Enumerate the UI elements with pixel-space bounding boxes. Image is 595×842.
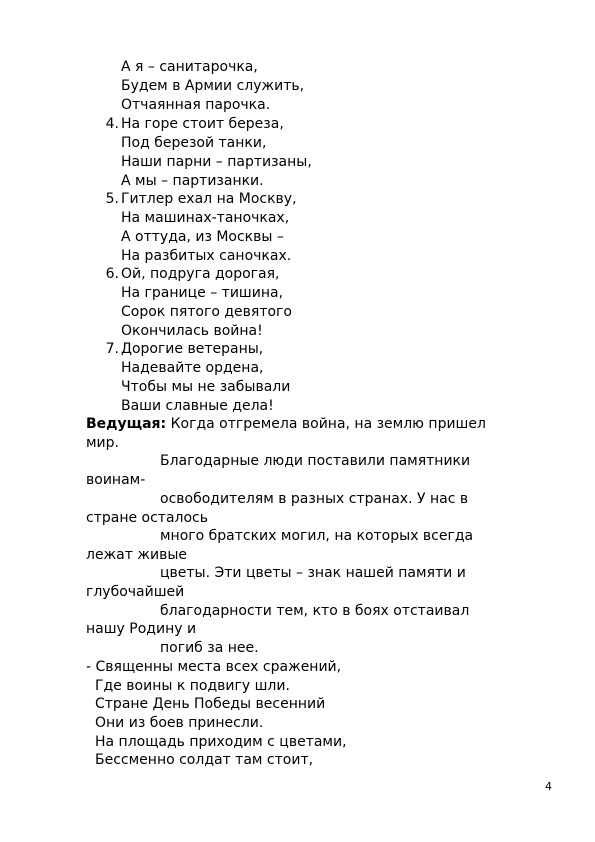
- verse-line: Будем в Армии служить,: [121, 78, 305, 94]
- verse-line: А я – санитарочка,: [121, 59, 258, 75]
- page-number: 4: [545, 780, 552, 793]
- speaker-text-line: воинам-: [86, 472, 146, 488]
- verse-line: А мы – партизанки.: [121, 173, 264, 189]
- verse-line: Надевайте ордена,: [121, 360, 264, 376]
- speaker-text-line: освободителям в разных странах. У нас в: [160, 491, 469, 507]
- poem-line: Бессменно солдат там стоит,: [95, 752, 314, 768]
- speaker-text-line: много братских могил, на которых всегда: [160, 528, 474, 544]
- verse-line: На машинах-таночках,: [121, 210, 290, 226]
- verse-line: На разбитых саночках.: [121, 248, 292, 264]
- poem-line: Где воины к подвигу шли.: [95, 678, 290, 694]
- speaker-text-line: лежат живые: [86, 547, 187, 563]
- poem-line: - Священны места всех сражений,: [86, 659, 342, 675]
- speaker-line: [86, 415, 486, 433]
- verse-line: А оттуда, из Москвы –: [121, 229, 284, 245]
- speaker-text-line: глубочайшей: [86, 584, 185, 600]
- verse-line: На границе – тишина,: [121, 285, 284, 301]
- verse-line: Сорок пятого девятого: [121, 304, 292, 320]
- speaker-text-line: цветы. Эти цветы – знак нашей памяти и: [160, 565, 466, 581]
- verse-number: 5.: [105, 191, 119, 207]
- speaker-text-line: Благодарные люди поставили памятники: [160, 453, 471, 469]
- verse-line: Чтобы мы не забывали: [121, 379, 291, 395]
- speaker-text-line: нашу Родину и: [86, 621, 197, 637]
- verse-number: 7.: [105, 341, 119, 357]
- poem-line: Они из боев принесли.: [95, 715, 264, 731]
- verse-line: Ваши славные дела!: [121, 398, 274, 414]
- verse-number: 4.: [105, 116, 119, 132]
- verse-line: Дорогие ветераны,: [121, 341, 264, 357]
- verse-line: Гитлер ехал на Москву,: [121, 191, 297, 207]
- verse-line: Ой, подруга дорогая,: [121, 266, 280, 282]
- speaker-text-line: мир.: [86, 435, 119, 451]
- verse-line: Под березой танки,: [121, 135, 267, 151]
- speaker-text-line: погиб за нее.: [160, 640, 259, 656]
- verse-line: Отчаянная парочка.: [121, 97, 271, 113]
- verse-line: На горе стоит береза,: [121, 116, 284, 132]
- poem-line: На площадь приходим с цветами,: [95, 734, 347, 750]
- verse-number: 6.: [105, 266, 119, 282]
- verse-line: Наши парни – партизаны,: [121, 154, 312, 170]
- poem-line: Стране День Победы весенний: [95, 696, 326, 712]
- speaker-text: Когда отгремела война, на землю пришел: [170, 416, 486, 432]
- speaker-label: Ведущая:: [86, 416, 167, 432]
- speaker-text-line: благодарности тем, кто в боях отстаивал: [160, 603, 470, 619]
- speaker-text-line: стране осталось: [86, 510, 208, 526]
- verse-line: Окончилась война!: [121, 323, 263, 339]
